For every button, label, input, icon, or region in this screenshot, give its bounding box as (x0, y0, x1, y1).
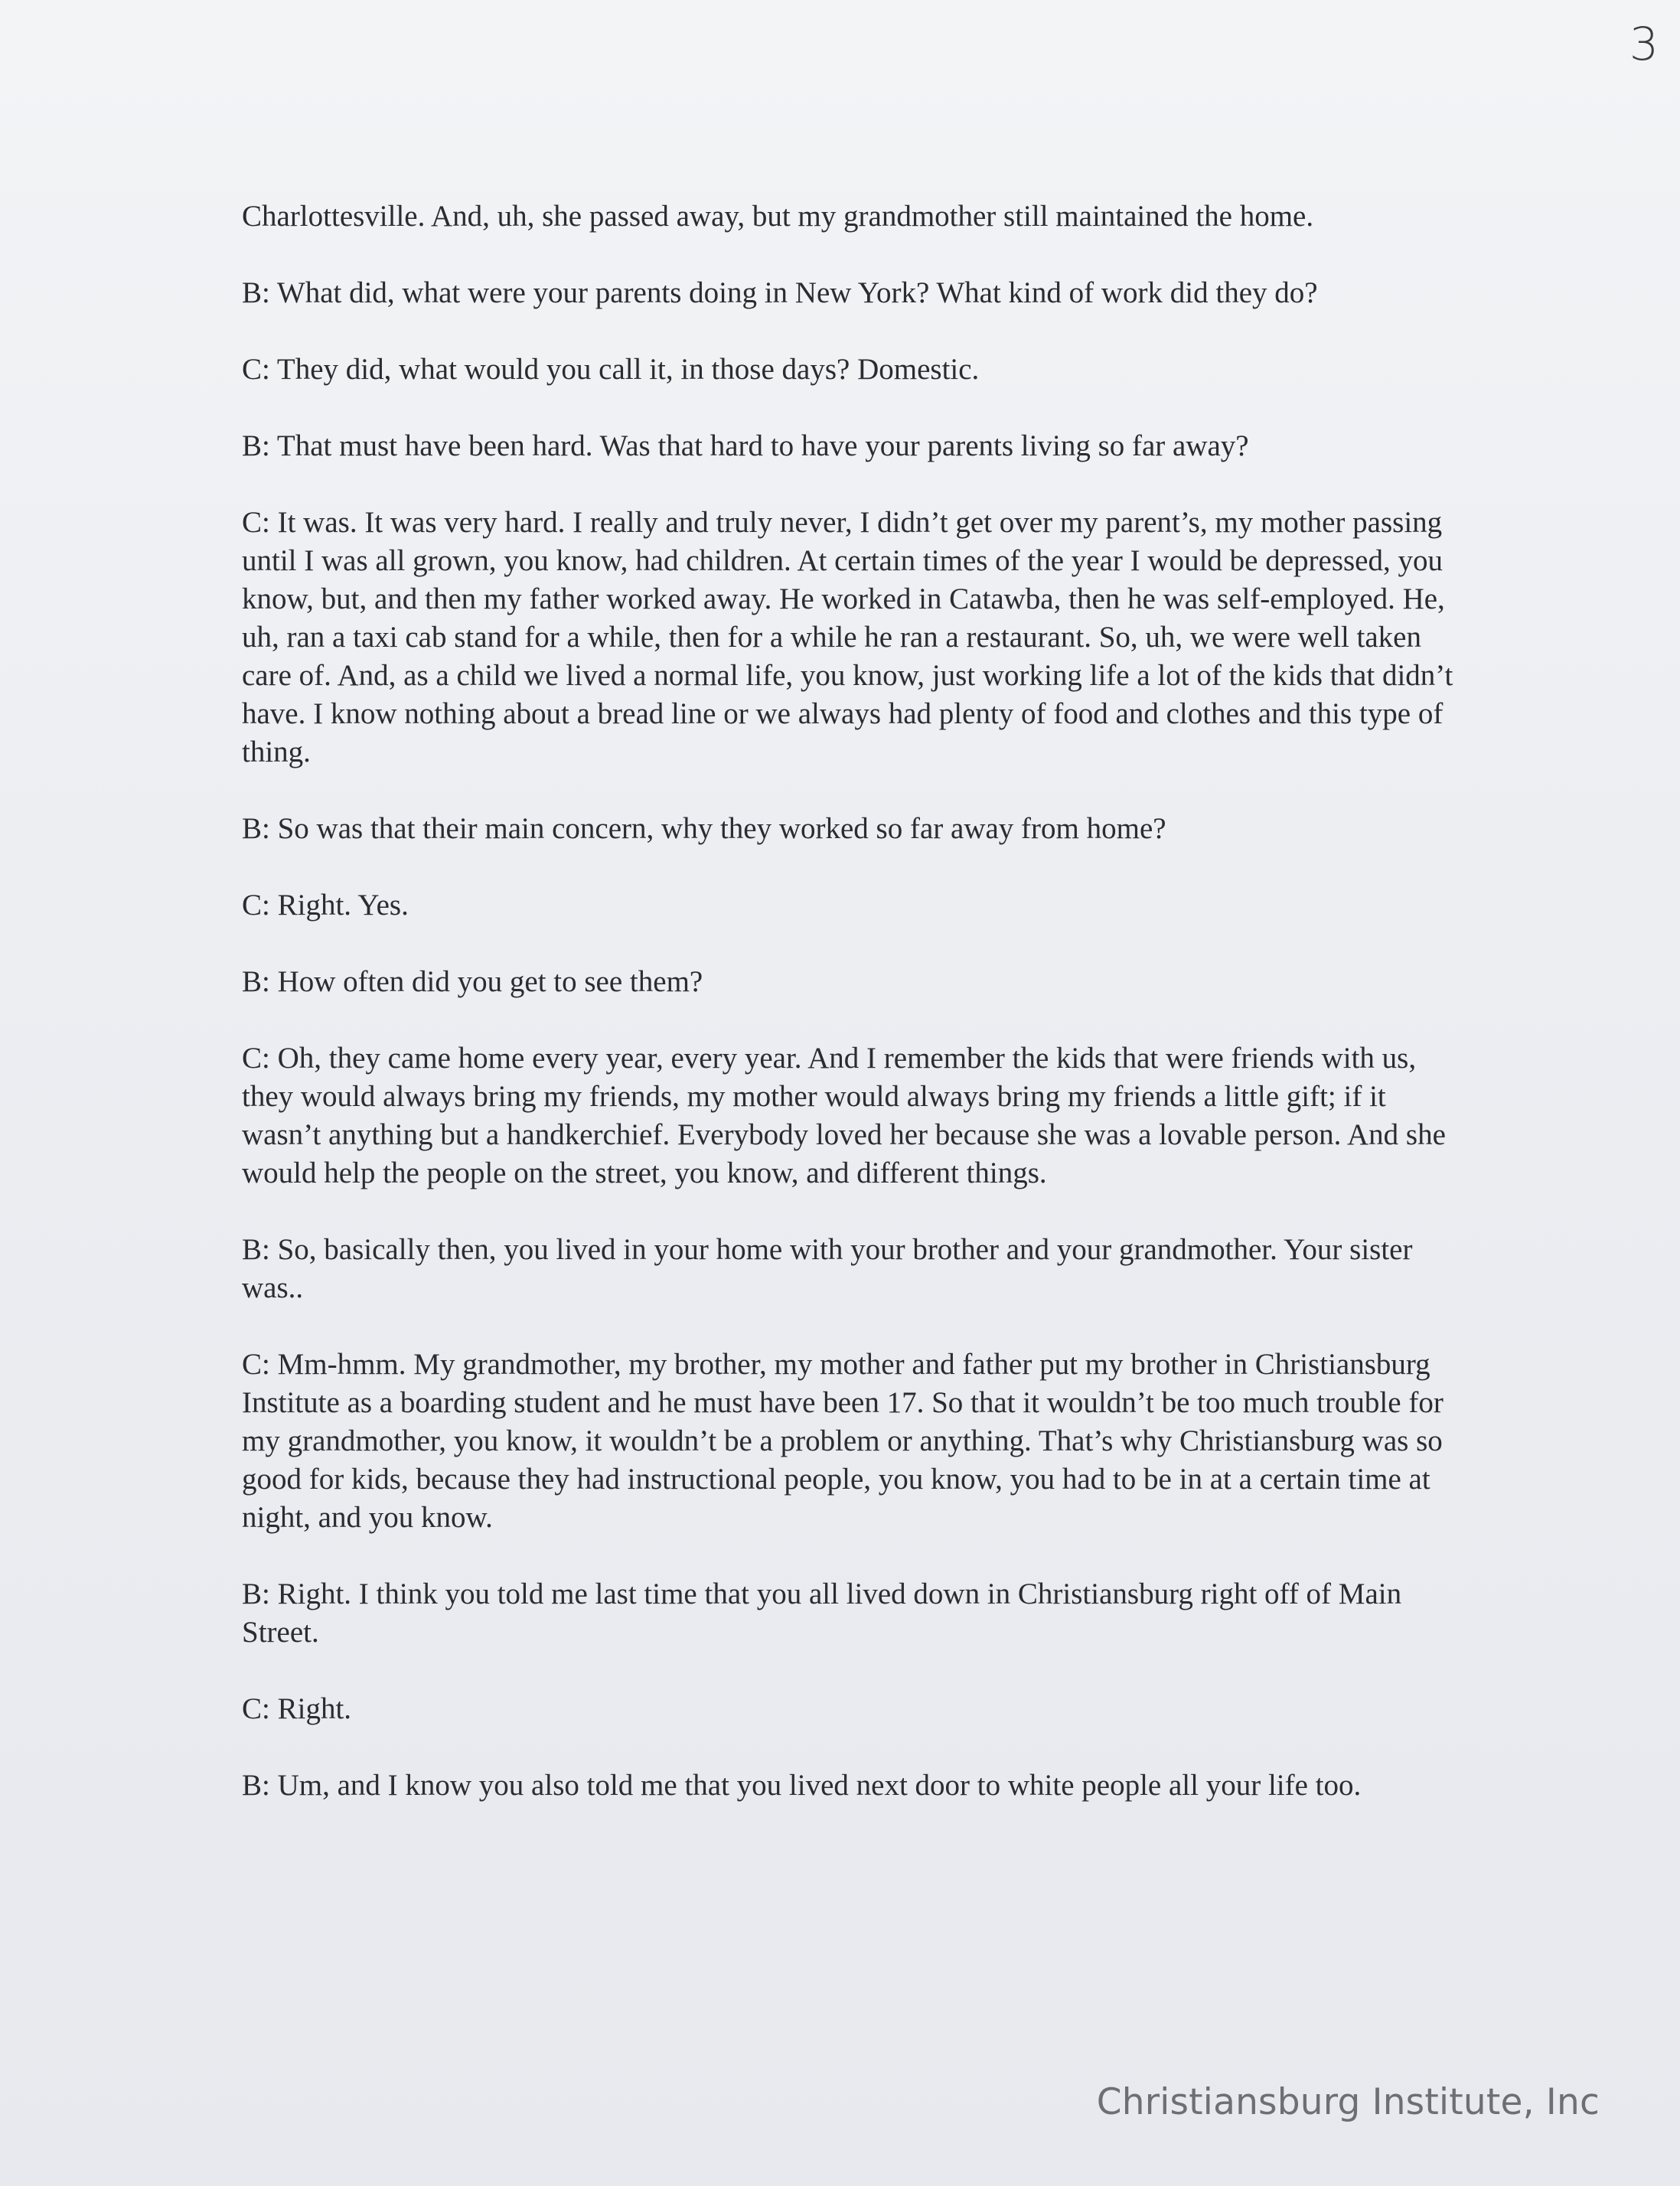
page-number: 3 (1629, 18, 1659, 71)
paragraph: B: Um, and I know you also told me that you lived next door to white people all your life too. (242, 1769, 1362, 1802)
paragraph: C: They did, what would you call it, in those days? Domestic. (242, 353, 980, 386)
paragraph: B: Right. I think you told me last time that you all lived down in Christiansburg right off of Main Street. (242, 1578, 1402, 1649)
paragraph: Charlottesville. And, uh, she passed away, but my grandmother still maintained the home. (242, 200, 1314, 233)
paragraph: C: Oh, they came home every year, every year. And I remember the kids that were friends with us, they would always bring my friends, my mother would always bring my friends a little gift; if it wasn’t anything but a handkerchief. Everybody loved her because she was a lovable person. And she would help the people on the street, you know, and different things. (242, 1042, 1446, 1189)
paragraph: C: Right. Yes. (242, 889, 409, 922)
paragraph: B: What did, what were your parents doing in New York? What kind of work did they do? (242, 276, 1318, 309)
paragraph: B: That must have been hard. Was that hard to have your parents living so far away? (242, 429, 1249, 462)
paragraph: B: So, basically then, you lived in your home with your brother and your grandmother. Your sister was.. (242, 1233, 1413, 1304)
paragraph: B: So was that their main concern, why they worked so far away from home? (242, 812, 1166, 845)
interview-transcript (242, 197, 1459, 1843)
institution-footer: Christiansburg Institute, Inc (1096, 2081, 1600, 2123)
paragraph: C: Mm-hmm. My grandmother, my brother, my mother and father put my brother in Christiansburg Institute as a boarding student and he must have been 17. So that it wouldn’t be too much trouble for my grandmother, you know, it wouldn’t be a problem or anything. That’s why Christiansburg was so good for kids, because they had instructional people, you know, you had to be in at a certain time at night, and you know. (242, 1348, 1443, 1534)
paragraph: C: It was. It was very hard. I really and truly never, I didn’t get over my parent’s, my mother passing until I was all grown, you know, had children. At certain times of the year I would be depressed, you know, but, and then my father worked away. He worked in Catawba, then he was self-employed. He, uh, ran a taxi cab stand for a while, then for a while he ran a restaurant. So, uh, we were well taken care of. And, as a child we lived a normal life, you know, just working life a lot of the kids that didn’t have. I know nothing about a bread line or we always had plenty of food and clothes and this type of thing. (242, 506, 1453, 768)
paragraph: B: How often did you get to see them? (242, 965, 703, 998)
paragraph: C: Right. (242, 1692, 352, 1725)
